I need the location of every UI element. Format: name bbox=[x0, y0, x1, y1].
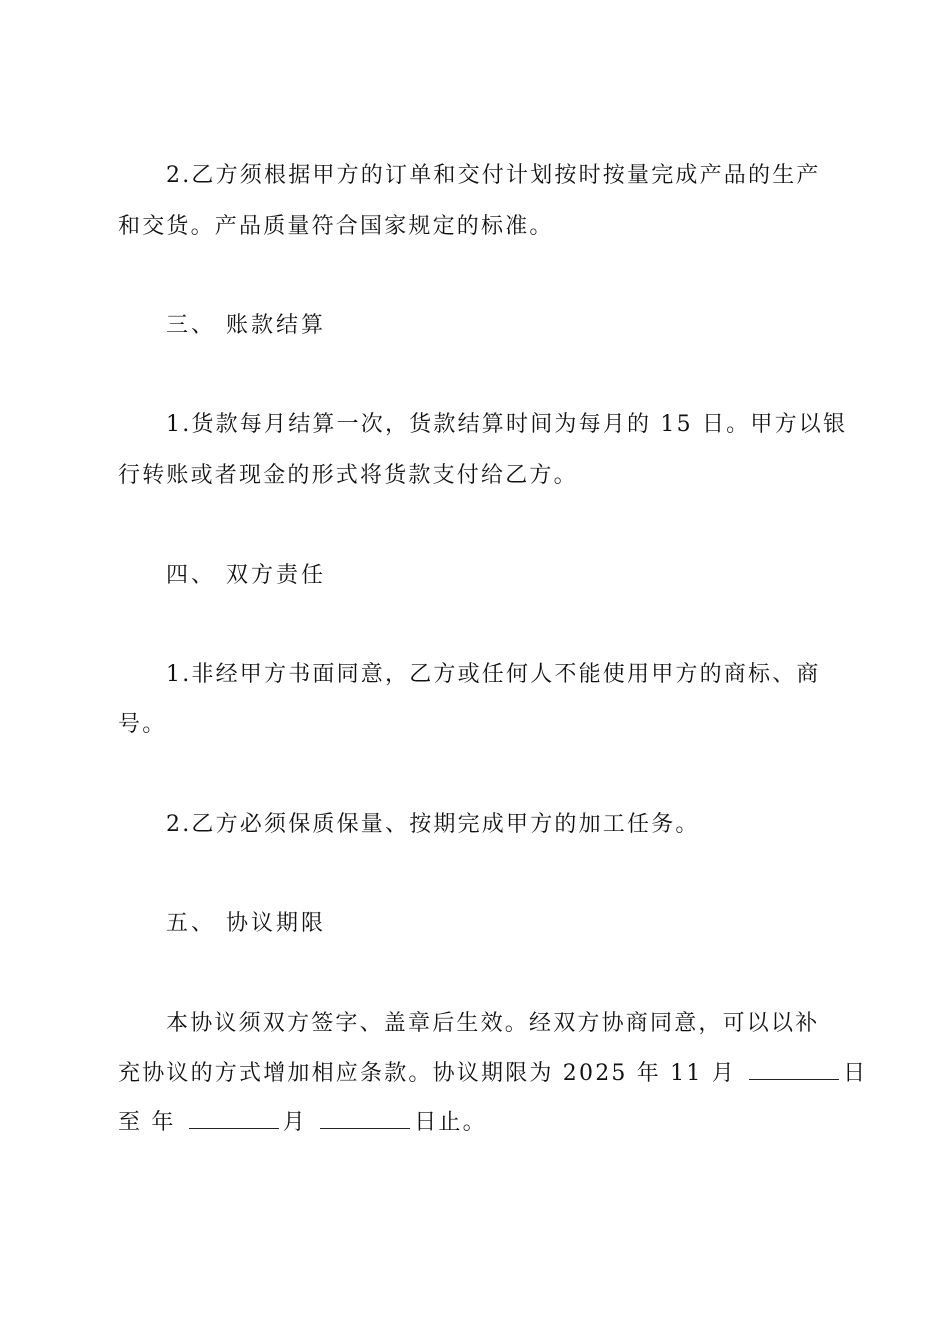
paragraph-line: 行转账或者现金的形式将货款支付给乙方。 bbox=[118, 463, 578, 488]
paragraph-line: 1.货款每月结算一次，货款结算时间为每月的 15 日。甲方以银 bbox=[166, 412, 848, 437]
paragraph-line: 2.乙方须根据甲方的订单和交付计划按时按量完成产品的生产 bbox=[166, 163, 821, 188]
paragraph-text: 日 bbox=[843, 1061, 868, 1086]
paragraph-line: 本协议须双方签字、盖章后生效。经双方协商同意，可以以补 bbox=[166, 1011, 820, 1036]
paragraph-text: 充协议的方式增加相应条款。协议期限为 2025 年 11 月 bbox=[118, 1061, 736, 1086]
paragraph-line: 号。 bbox=[118, 712, 167, 737]
paragraph-text: 日止。 bbox=[414, 1110, 487, 1135]
blank-underline bbox=[320, 1108, 410, 1129]
blank-underline bbox=[749, 1059, 839, 1080]
paragraph-line: 和交货。产品质量符合国家规定的标准。 bbox=[118, 214, 554, 239]
paragraph-line: 1.非经甲方书面同意，乙方或任何人不能使用甲方的商标、商 bbox=[166, 662, 821, 687]
paragraph-line: 2.乙方必须保质保量、按期完成甲方的加工任务。 bbox=[166, 812, 700, 837]
paragraph-line bbox=[118, 1108, 838, 1138]
section-heading: 四、 双方责任 bbox=[166, 563, 326, 588]
paragraph-line bbox=[118, 1059, 868, 1089]
paragraph-text: 月 bbox=[282, 1110, 307, 1135]
section-heading: 五、 协议期限 bbox=[166, 911, 326, 936]
section-heading: 三、 账款结算 bbox=[166, 313, 326, 338]
paragraph-text: 至 年 bbox=[118, 1110, 176, 1135]
blank-underline bbox=[189, 1108, 279, 1129]
